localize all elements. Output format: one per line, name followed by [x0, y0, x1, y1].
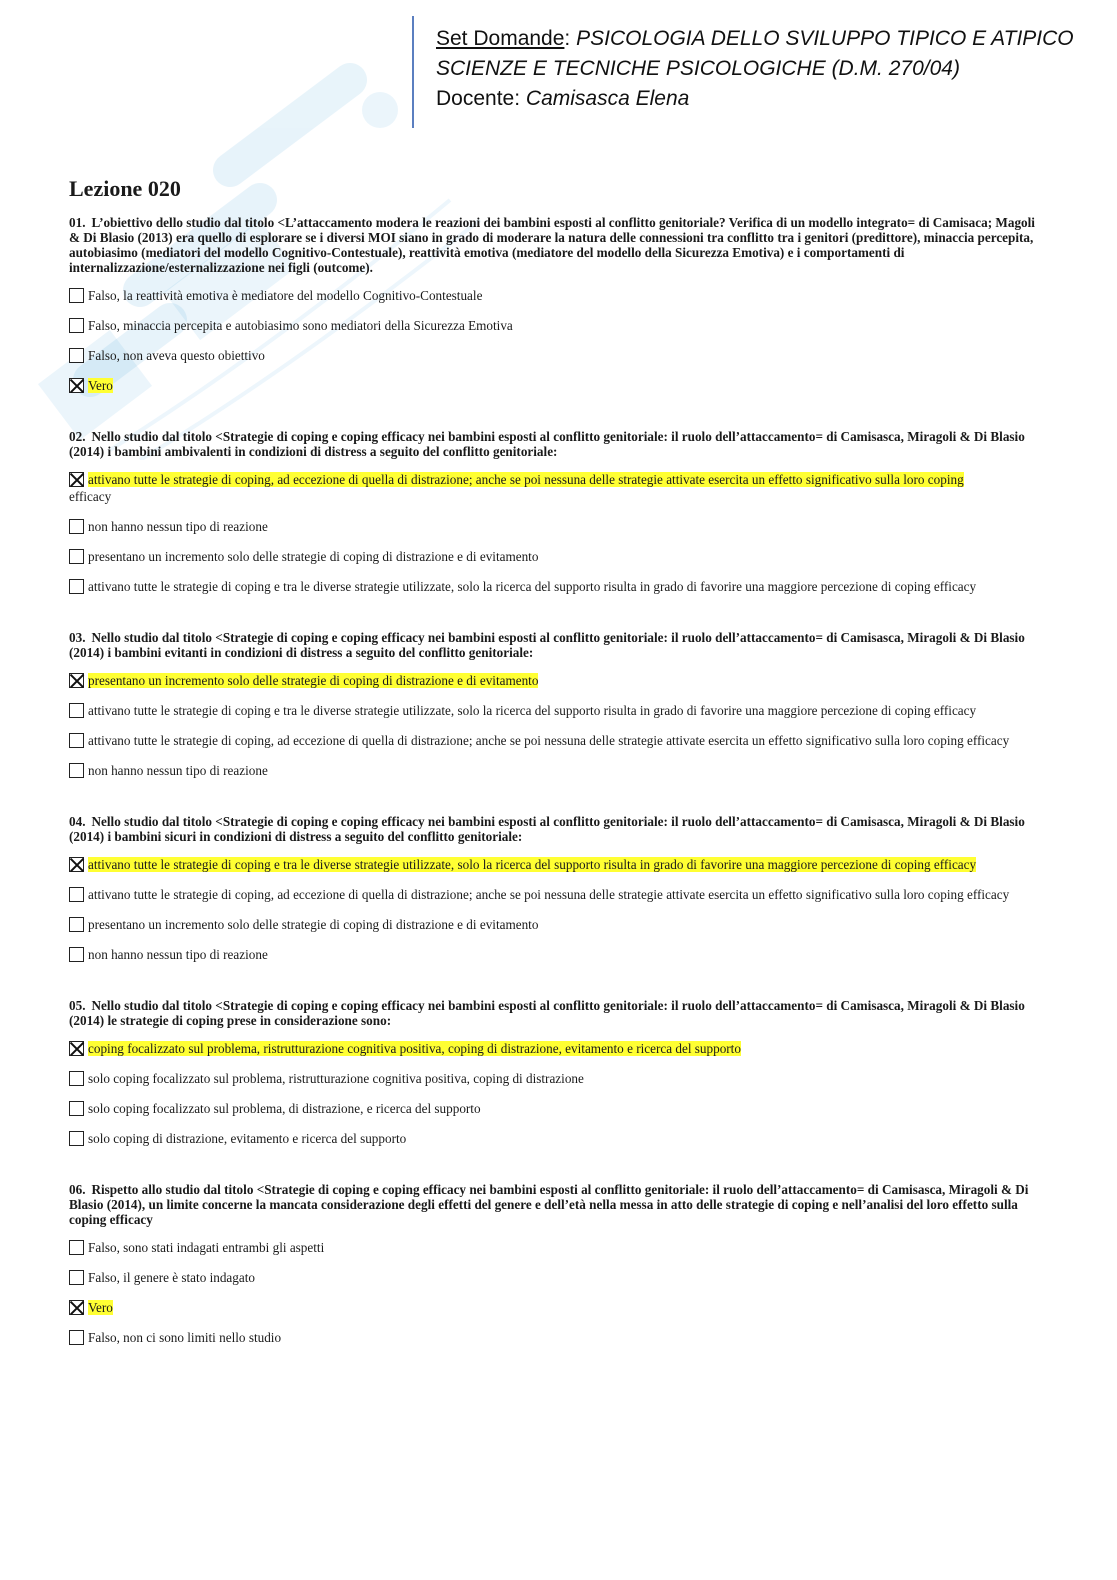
question-body: Nello studio dal titolo <Strategie di coping e coping efficacy nei bambini esposti al conflitto genitoriale: il ruolo dell’attaccamento= di Camisasca, Miragoli & Di Blasio (2014) i bambini ambivalenti in condizioni di distress a seguito del conflitto genitoriale: [69, 429, 1025, 459]
answer-option[interactable] [69, 856, 1039, 873]
answer-text: Falso, il genere è stato indagato [88, 1270, 255, 1285]
answer-text: solo coping focalizzato sul problema, di distrazione, e ricerca del supporto [88, 1101, 481, 1116]
question-2 [69, 429, 1039, 595]
answer-text: Falso, non ci sono limiti nello studio [88, 1330, 282, 1345]
answer-text: presentano un incremento solo delle strategie di coping di distrazione e di evitamento [88, 917, 539, 932]
answer-text: coping focalizzato sul problema, ristrutturazione cognitiva positiva, coping di distrazione, evitamento e ricerca del supporto [88, 1041, 741, 1056]
checkbox-empty-icon[interactable] [69, 1071, 84, 1086]
question-spacer [69, 976, 1039, 998]
answer-option[interactable] [69, 1070, 1039, 1087]
checkbox-empty-icon[interactable] [69, 519, 84, 534]
answer-text: attivano tutte le strategie di coping e tra le diverse strategie utilizzate, solo la ricerca del supporto risulta in grado di favorire una maggiore percezione di coping efficacy [88, 579, 977, 594]
answer-option[interactable] [69, 1100, 1039, 1117]
answer-option[interactable] [69, 1329, 1039, 1346]
question-4 [69, 814, 1039, 963]
answer-text: non hanno nessun tipo di reazione [88, 947, 268, 962]
checkbox-empty-icon[interactable] [69, 947, 84, 962]
question-6 [69, 1182, 1039, 1346]
question-spacer [69, 1160, 1039, 1182]
question-spacer [69, 407, 1039, 429]
answer-option[interactable] [69, 732, 1039, 749]
answer-text: Falso, la reattività emotiva è mediatore del modello Cognitivo-Contestuale [88, 288, 483, 303]
answer-text: attivano tutte le strategie di coping, ad eccezione di quella di distrazione; anche se poi nessuna delle strategie attivate esercita un effetto significativo sulla loro coping efficacy [88, 733, 1010, 748]
checkbox-empty-icon[interactable] [69, 763, 84, 778]
answer-option[interactable] [69, 347, 1039, 364]
answer-text: Falso, non aveva questo obiettivo [88, 348, 265, 363]
answer-option[interactable] [69, 1040, 1039, 1057]
checkbox-empty-icon[interactable] [69, 703, 84, 718]
answer-text: solo coping di distrazione, evitamento e ricerca del supporto [88, 1131, 407, 1146]
answer-text: attivano tutte le strategie di coping, ad eccezione di quella di distrazione; anche se poi nessuna delle strategie attivate esercita un effetto significativo sulla loro coping efficacy [88, 887, 1010, 902]
question-text [69, 429, 1039, 459]
answer-option[interactable] [69, 471, 1039, 505]
answer-option[interactable] [69, 702, 1039, 719]
answer-text: Falso, sono stati indagati entrambi gli aspetti [88, 1240, 325, 1255]
question-number: 05. [69, 998, 86, 1013]
answer-text-continuation: efficacy [69, 489, 112, 504]
checkbox-checked-icon[interactable] [69, 1300, 84, 1315]
checkbox-empty-icon[interactable] [69, 288, 84, 303]
answer-option[interactable] [69, 548, 1039, 565]
checkbox-empty-icon[interactable] [69, 1240, 84, 1255]
answer-text: Vero [88, 378, 113, 393]
checkbox-empty-icon[interactable] [69, 1101, 84, 1116]
answer-option[interactable] [69, 916, 1039, 933]
checkbox-empty-icon[interactable] [69, 917, 84, 932]
question-1 [69, 215, 1039, 394]
question-body: Nello studio dal titolo <Strategie di coping e coping efficacy nei bambini esposti al conflitto genitoriale: il ruolo dell’attaccamento= di Camisasca, Miragoli & Di Blasio (2014) i bambini evitanti in condizioni di distress a seguito del conflitto genitoriale: [69, 630, 1025, 660]
answer-text: attivano tutte le strategie di coping e tra le diverse strategie utilizzate, solo la ricerca del supporto risulta in grado di favorire una maggiore percezione di coping efficacy [88, 703, 977, 718]
question-list [69, 215, 1039, 1381]
question-number: 03. [69, 630, 86, 645]
checkbox-checked-icon[interactable] [69, 472, 84, 487]
answer-option[interactable] [69, 672, 1039, 689]
answer-text: attivano tutte le strategie di coping, ad eccezione di quella di distrazione; anche se poi nessuna delle strategie attivate esercita un effetto significativo sulla loro coping [88, 472, 964, 487]
question-number: 04. [69, 814, 86, 829]
checkbox-empty-icon[interactable] [69, 1270, 84, 1285]
answer-text: non hanno nessun tipo di reazione [88, 763, 268, 778]
answer-option[interactable] [69, 1269, 1039, 1286]
header-program-line [436, 54, 1074, 84]
answer-text: Vero [88, 1300, 113, 1315]
set-separator: : [564, 27, 571, 50]
question-spacer [69, 608, 1039, 630]
header-course-line [436, 24, 1074, 54]
answer-text: non hanno nessun tipo di reazione [88, 519, 268, 534]
checkbox-empty-icon[interactable] [69, 318, 84, 333]
answer-text: solo coping focalizzato sul problema, ristrutturazione cognitiva positiva, coping di distrazione [88, 1071, 584, 1086]
answer-text: Falso, minaccia percepita e autobiasimo sono mediatori della Sicurezza Emotiva [88, 318, 513, 333]
lesson-title: Lezione 020 [69, 176, 181, 201]
question-body: Nello studio dal titolo <Strategie di coping e coping efficacy nei bambini esposti al conflitto genitoriale: il ruolo dell’attaccamento= di Camisasca, Miragoli & Di Blasio (2014) i bambini sicuri in condizioni di distress a seguito del conflitto genitoriale: [69, 814, 1025, 844]
question-body: L’obiettivo dello studio dal titolo <L’attaccamento modera le reazioni dei bambini esposti al conflitto genitoriale? Verifica di un modello integrato= di Camisaca; Magoli & Di Blasio (2013) era quello di esplorare se i diversi MOI siano in grado di moderare la natura delle connessioni tra conflitto tra i genitori (predittore), minaccia percepita, autobiasimo (mediatori del modello Cognitivo-Contestuale), reattività emotiva (mediatore del modello della Sicurezza Emotiva) e i comportamenti di internalizzazione/esternalizzazione nei figli (outcome). [69, 215, 1035, 275]
answer-text: attivano tutte le strategie di coping e tra le diverse strategie utilizzate, solo la ricerca del supporto risulta in grado di favorire una maggiore percezione di coping efficacy [88, 857, 977, 872]
answer-option[interactable] [69, 1130, 1039, 1147]
question-number: 06. [69, 1182, 86, 1197]
answer-option[interactable] [69, 886, 1039, 903]
header-teacher-line [436, 84, 1074, 114]
checkbox-empty-icon[interactable] [69, 1131, 84, 1146]
question-text [69, 1182, 1039, 1227]
question-spacer [69, 1359, 1039, 1381]
checkbox-checked-icon[interactable] [69, 378, 84, 393]
program-name: SCIENZE E TECNICHE PSICOLOGICHE (D.M. 270/04) [436, 57, 960, 80]
header-divider [412, 16, 414, 128]
checkbox-empty-icon[interactable] [69, 733, 84, 748]
answer-text: presentano un incremento solo delle strategie di coping di distrazione e di evitamento [88, 549, 539, 564]
checkbox-checked-icon[interactable] [69, 1041, 84, 1056]
answer-option[interactable] [69, 377, 1039, 394]
question-text [69, 630, 1039, 660]
teacher-name: Camisasca Elena [525, 87, 690, 110]
checkbox-empty-icon[interactable] [69, 579, 84, 594]
answer-text: presentano un incremento solo delle strategie di coping di distrazione e di evitamento [88, 673, 539, 688]
question-3 [69, 630, 1039, 779]
question-body: Nello studio dal titolo <Strategie di coping e coping efficacy nei bambini esposti al conflitto genitoriale: il ruolo dell’attaccamento= di Camisasca, Miragoli & Di Blasio (2014) le strategie di coping prese in considerazione sono: [69, 998, 1025, 1028]
checkbox-empty-icon[interactable] [69, 348, 84, 363]
question-spacer [69, 792, 1039, 814]
question-number: 02. [69, 429, 86, 444]
course-name: PSICOLOGIA DELLO SVILUPPO TIPICO E ATIPICO [576, 27, 1074, 50]
document-header [436, 24, 1074, 114]
checkbox-checked-icon[interactable] [69, 857, 84, 872]
checkbox-empty-icon[interactable] [69, 887, 84, 902]
question-text [69, 215, 1039, 275]
checkbox-empty-icon[interactable] [69, 549, 84, 564]
answer-option[interactable] [69, 578, 1039, 595]
answer-option[interactable] [69, 1239, 1039, 1256]
question-number: 01. [69, 215, 86, 230]
question-text [69, 814, 1039, 844]
checkbox-empty-icon[interactable] [69, 1330, 84, 1345]
answer-option[interactable] [69, 518, 1039, 535]
checkbox-checked-icon[interactable] [69, 673, 84, 688]
question-5 [69, 998, 1039, 1147]
answer-option[interactable] [69, 287, 1039, 304]
answer-option[interactable] [69, 946, 1039, 963]
set-label: Set Domande [436, 27, 565, 50]
answer-option[interactable] [69, 762, 1039, 779]
question-body: Rispetto allo studio dal titolo <Strategie di coping e coping efficacy nei bambini esposti al conflitto genitoriale: il ruolo dell’attaccamento= di Camisasca, Miragoli & Di Blasio (2014), un limite concerne la mancata considerazione degli effetti del genere e dell’età nella messa in atto delle strategie di coping e nell’analisi del loro effetto sulla coping efficacy [69, 1182, 1029, 1227]
teacher-label: Docente: [436, 87, 521, 110]
answer-option[interactable] [69, 317, 1039, 334]
answer-option[interactable] [69, 1299, 1039, 1316]
question-text [69, 998, 1039, 1028]
